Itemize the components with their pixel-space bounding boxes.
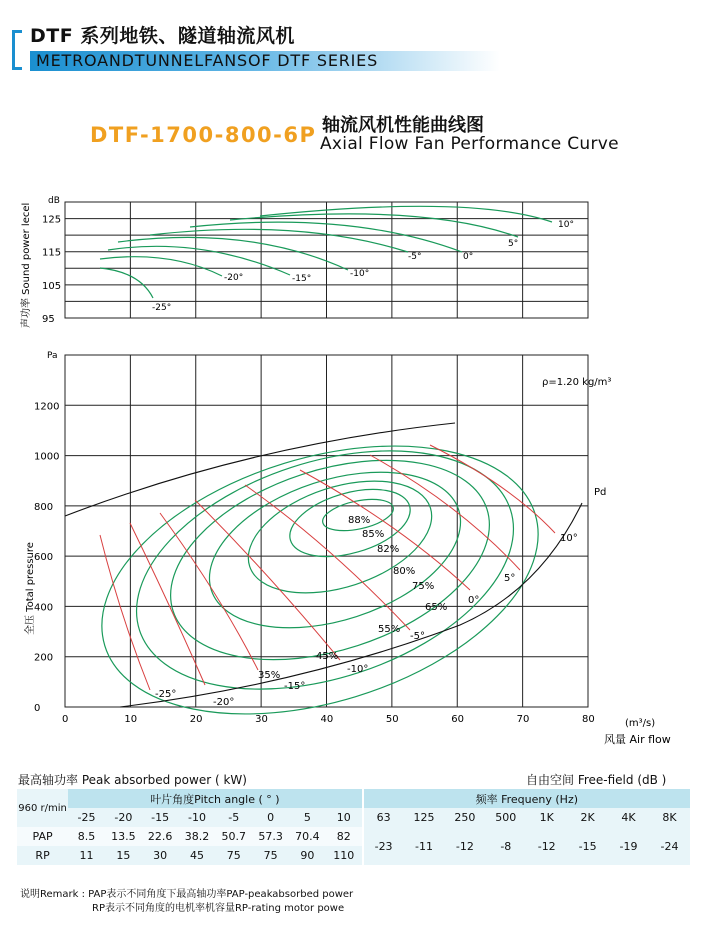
pressure-xtick: 10 [124, 714, 138, 725]
sound-curve [100, 257, 222, 276]
header-bracket [12, 30, 22, 70]
pressure-xtick: 30 [255, 714, 268, 725]
pressure-xtick: 80 [582, 714, 595, 725]
pressure-ytick: 200 [34, 652, 54, 664]
sound-angle-label: -10° [350, 269, 370, 279]
speed-cell: 960 r/min [17, 789, 68, 827]
efficiency-label: 55% [378, 624, 401, 635]
angle-cell: -5 [228, 811, 240, 824]
pap-cell: 38.2 [184, 830, 210, 843]
pressure-angle-label: 0° [468, 595, 480, 606]
sound-ytick: 105 [42, 280, 62, 292]
rp-cell: 75 [226, 849, 241, 862]
sound-angle-label: 0° [463, 252, 474, 262]
pap-cell: 8.5 [77, 830, 96, 843]
sound-angle-label: -15° [292, 274, 312, 284]
rp-cell: 75 [263, 849, 278, 862]
pressure-ytick: 800 [34, 501, 54, 513]
efficiency-label: 80% [393, 566, 416, 577]
sound-curve [118, 237, 348, 270]
freq-cell: 1K [539, 811, 554, 824]
sound-chart [0, 180, 708, 340]
curve-title-en: Axial Flow Fan Performance Curve [320, 134, 619, 154]
rp-cell: 90 [300, 849, 315, 862]
angle-row [17, 808, 690, 827]
db-cell: -8 [485, 827, 526, 865]
table-header-row [17, 789, 690, 808]
density-note: ρ=1.20 kg/m³ [542, 377, 612, 388]
angle-cell: -15 [151, 811, 170, 824]
pap-row [17, 827, 690, 846]
pressure-angle-label: -25° [155, 689, 177, 700]
db-cell: -12 [526, 827, 567, 865]
db-cell: -23 [363, 827, 404, 865]
pitch-angle-line [245, 485, 410, 630]
pressure-angle-label: -15° [284, 681, 306, 692]
rp-cell: 11 [79, 849, 94, 862]
row-label: PAP [32, 830, 53, 843]
pap-cell: 57.3 [258, 830, 283, 843]
pressure-ytick: 400 [34, 602, 54, 614]
pap-cell: 82 [336, 830, 351, 843]
freq-cell: 4K [621, 811, 636, 824]
rp-cell: 45 [189, 849, 204, 862]
sound-ytick: 95 [42, 314, 55, 325]
efficiency-label: 75% [412, 581, 435, 592]
sound-angle-label: 10° [558, 220, 574, 230]
sound-curve [108, 246, 290, 275]
pressure-xtick: 0 [62, 714, 69, 725]
pressure-angle-label: 10° [560, 533, 578, 544]
remark-line1: 说明Remark : PAP表示不同角度下最高轴功率PAP-peakabsorbed power [20, 889, 354, 900]
angle-cell: -10 [187, 811, 206, 824]
page-subtitle: METROANDTUNNELFANSOF DTF SERIES [36, 51, 379, 70]
pressure-angle-label: -10° [347, 664, 369, 675]
pitch-angle-line [100, 535, 150, 690]
free-field-title: 自由空间 Free-field (dB ) [526, 773, 667, 787]
pressure-ytick: 1200 [34, 401, 60, 413]
freq-cell: 63 [363, 808, 404, 827]
sound-angle-label: -5° [408, 252, 422, 262]
freq-cell: 500 [495, 811, 517, 824]
sound-curve [150, 229, 408, 252]
pressure-xtick: 50 [385, 714, 399, 725]
efficiency-label: 35% [258, 670, 281, 681]
efficiency-label: 45% [316, 651, 339, 662]
rp-cell: 15 [116, 849, 131, 862]
pressure-xtick: 40 [320, 714, 334, 725]
db-cell: -15 [567, 827, 608, 865]
pitch-angle-line [130, 523, 205, 685]
freq-cell: 125 [413, 811, 435, 824]
performance-table [17, 789, 690, 865]
angle-cell: -20 [114, 811, 133, 824]
pressure-ytick: 0 [34, 703, 41, 714]
pressure-chart [0, 345, 708, 755]
angle-cell: 0 [267, 811, 275, 824]
sound-angle-label: -20° [224, 273, 244, 283]
freq-header: 频率 Frequeny (Hz) [363, 789, 690, 808]
angle-cell: -25 [77, 811, 96, 824]
freq-cell: 8K [662, 811, 677, 824]
freq-cell: 250 [454, 811, 476, 824]
pressure-y-unit: Pa [47, 351, 58, 361]
sound-curve [100, 268, 153, 298]
pressure-x-label: 风量 Air flow [604, 733, 671, 746]
power-title: 最高轴功率 Peak absorbed power ( kW) [18, 773, 247, 787]
sound-angle-label: -25° [152, 303, 172, 313]
db-cell: -12 [444, 827, 485, 865]
freq-cell: 2K [580, 811, 595, 824]
sound-y-unit: dB [48, 196, 60, 206]
curve-title-cn: 轴流风机性能曲线图 [322, 115, 484, 136]
pressure-angle-label: 5° [504, 573, 516, 584]
db-cell: -19 [608, 827, 649, 865]
db-cell: -11 [404, 827, 445, 865]
rp-cell: 110 [333, 849, 355, 862]
pressure-xtick: 60 [451, 714, 464, 725]
pressure-x-unit: (m³/s) [625, 718, 656, 729]
efficiency-label: 65% [425, 602, 448, 613]
pressure-xtick: 70 [516, 714, 530, 725]
pitch-angle-line [195, 500, 340, 660]
pap-cell: 13.5 [111, 830, 136, 843]
stall-boundary-line [65, 423, 455, 516]
efficiency-label: 85% [362, 529, 385, 540]
efficiency-label: 88% [348, 515, 371, 526]
pap-cell: 70.4 [295, 830, 320, 843]
pd-label: Pd [594, 487, 607, 498]
pressure-ytick: 1000 [34, 451, 60, 463]
rp-cell: 30 [153, 849, 168, 862]
sound-curve [260, 206, 552, 222]
angle-header: 叶片角度Pitch angle ( ° ) [150, 792, 280, 806]
remark-line2: RP表示不同角度的电机率机容量RP-rating motor powe [92, 903, 345, 914]
angle-cell: 10 [336, 811, 351, 824]
page-title: DTF 系列地铁、隧道轴流风机 [30, 25, 295, 47]
pressure-angle-label: -5° [410, 631, 425, 642]
pressure-xtick: 20 [189, 714, 203, 725]
sound-ytick: 125 [42, 214, 62, 226]
sound-curve [230, 214, 518, 237]
sound-y-label: 声功率 Sound power lecel [21, 202, 32, 328]
pap-cell: 50.7 [221, 830, 247, 843]
pap-cell: 22.6 [147, 830, 173, 843]
angle-cell: 5 [303, 811, 311, 824]
pressure-ytick: 600 [34, 552, 54, 564]
model-number: DTF-1700-800-6P [90, 123, 317, 147]
efficiency-label: 82% [377, 544, 400, 555]
db-cell: -24 [649, 827, 690, 865]
sound-angle-label: 5° [508, 239, 519, 249]
row-label: RP [35, 849, 50, 862]
pitch-angle-line [160, 513, 258, 670]
pressure-angle-label: -20° [213, 697, 235, 708]
sound-ytick: 115 [42, 247, 62, 259]
pressure-y-label: 全压 Total pressure [25, 542, 36, 635]
